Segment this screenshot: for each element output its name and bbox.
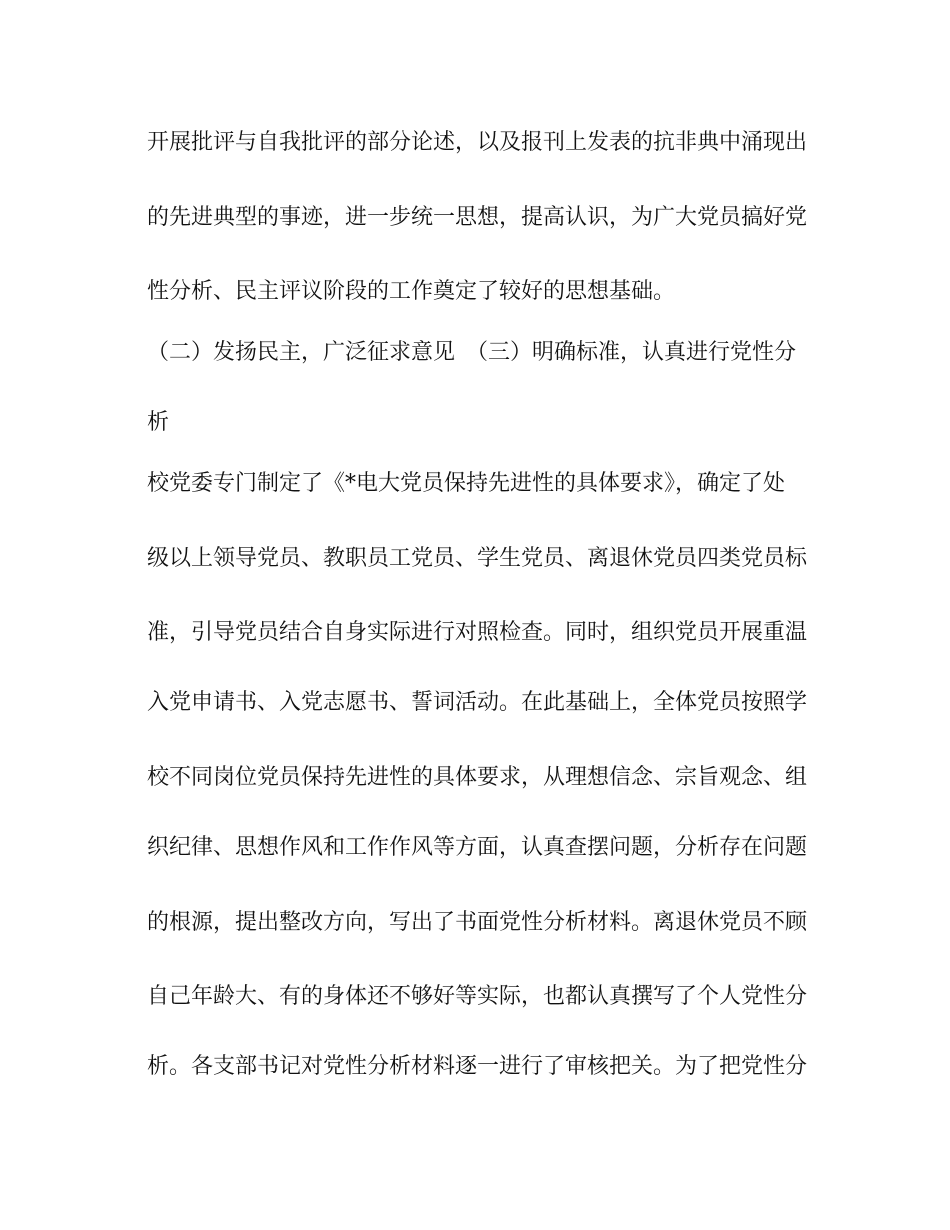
paragraph-line: 级以上领导党员、教职员工党员、学生党员、离退休党员四类党员标 — [147, 546, 808, 571]
paragraph-line: 析。各支部书记对党性分析材料逐一进行了审核把关。为了把党性分 — [147, 1054, 808, 1079]
paragraph-line: 的根源，提出整改方向，写出了书面党性分析材料。离退休党员不顾 — [147, 910, 808, 935]
paragraph-line: 校党委专门制定了《*电大党员保持先进性的具体要求》，确定了处 — [147, 471, 786, 496]
paragraph-line: 入党申请书、入党志愿书、誓词活动。在此基础上，全体党员按照学 — [147, 690, 808, 715]
section-heading-line: （二）发扬民主，广泛征求意见 （三）明确标准，认真进行党性分 — [147, 340, 797, 365]
paragraph-line: 性分析、民主评议阶段的工作奠定了较好的思想基础。 — [147, 279, 676, 304]
paragraph-line: 织纪律、思想作风和工作作风等方面，认真查摆问题，分析存在问题 — [147, 835, 808, 860]
paragraph-line: 校不同岗位党员保持先进性的具体要求，从理想信念、宗旨观念、组 — [147, 765, 808, 790]
paragraph-line: 开展批评与自我批评的部分论述，以及报刊上发表的抗非典中涌现出 — [147, 130, 808, 155]
paragraph-line: 准，引导党员结合自身实际进行对照检查。同时，组织党员开展重温 — [147, 620, 808, 645]
paragraph-line: 的先进典型的事迹，进一步统一思想，提高认识，为广大党员搞好党 — [147, 205, 808, 230]
paragraph-line: 自己年龄大、有的身体还不够好等实际，也都认真撰写了个人党性分 — [147, 984, 808, 1009]
section-heading-line: 析 — [147, 410, 170, 435]
